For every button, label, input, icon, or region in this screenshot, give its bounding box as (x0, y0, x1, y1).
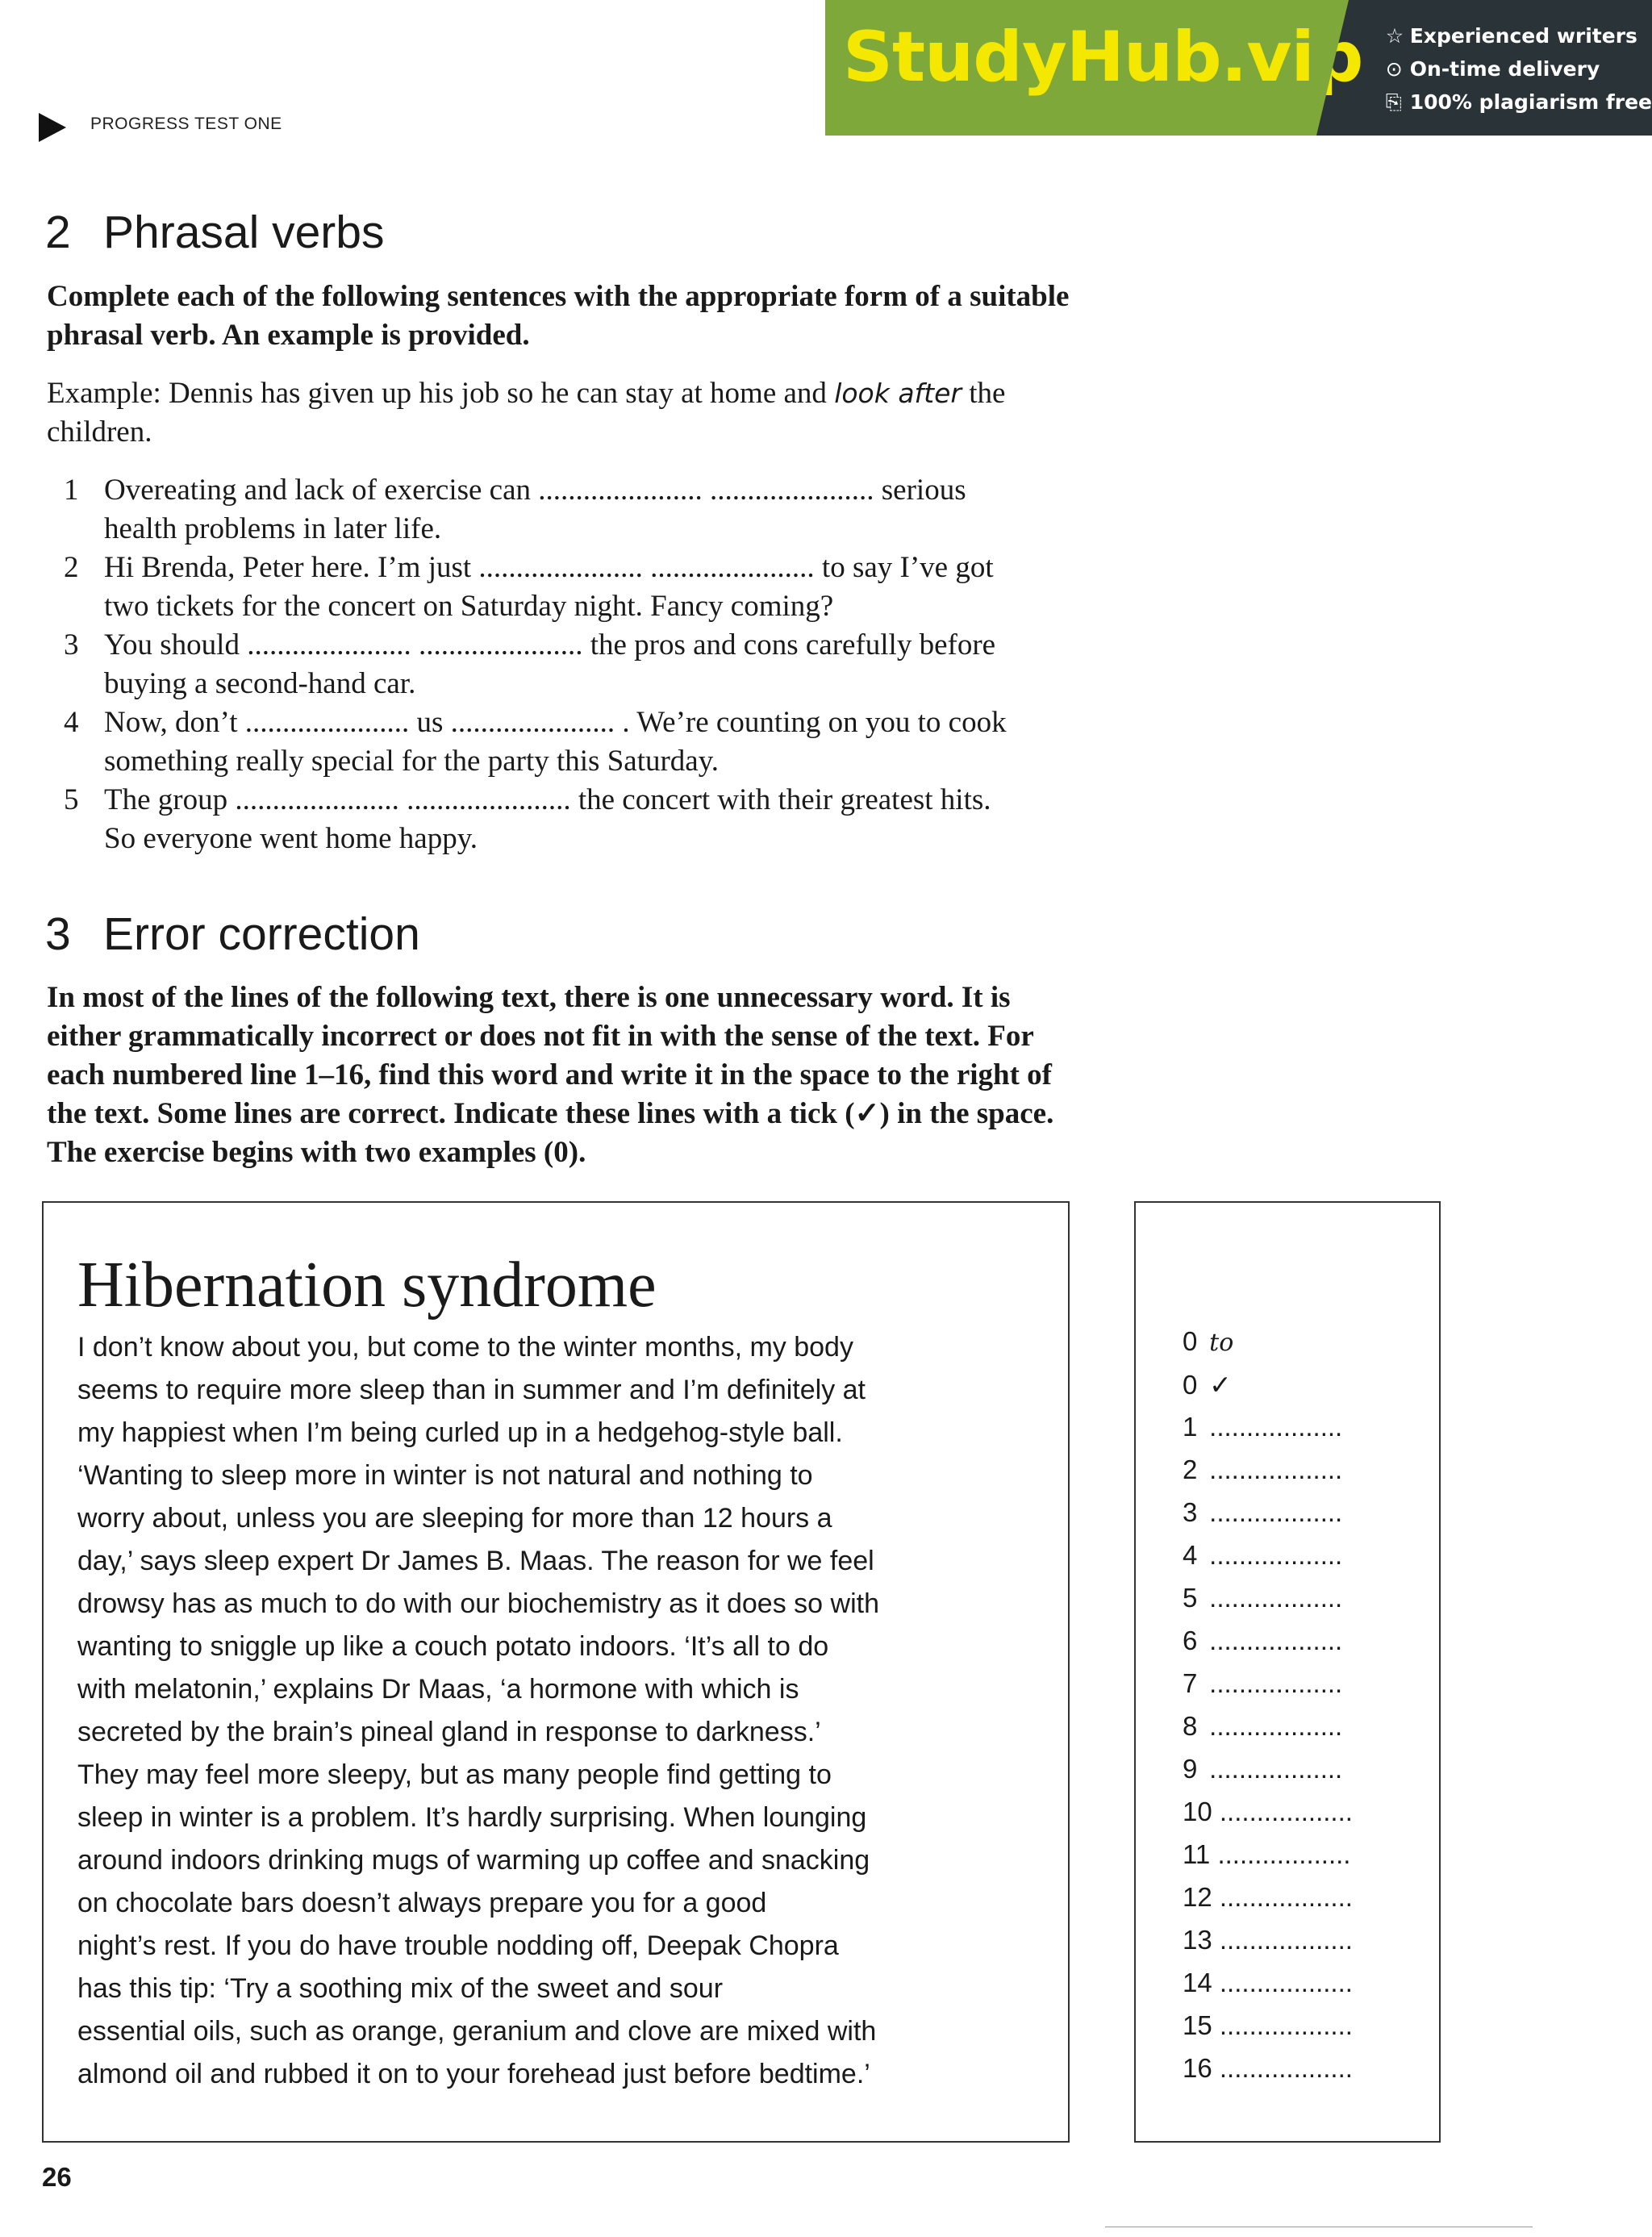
clock-icon: ⊙ (1385, 57, 1403, 81)
text-line: secreted by the brain’s pineal gland in response to darkness.’ (77, 1717, 821, 1747)
answer-line-9[interactable]: 9 .................. (1183, 1754, 1343, 1784)
text-line: almond oil and rubbed it on to your forehead just before bedtime.’ (77, 2059, 870, 2089)
answer-line-2[interactable]: 2 .................. (1183, 1454, 1343, 1484)
header-label: PROGRESS TEST ONE (90, 115, 282, 133)
answer-line-16[interactable]: 16 .................. (1183, 2053, 1353, 2083)
answer-line-14[interactable]: 14 .................. (1183, 1968, 1353, 1997)
banner-logo-area (825, 0, 1363, 136)
section-2-title: 2 Phrasal verbs (45, 207, 385, 258)
example-answer: look after (834, 378, 962, 409)
star-icon: ☆ (1385, 24, 1404, 48)
phrasal-item-4: 4 Now, don’t ...................... us ...................... . We’re counting on you to cook something really special for the party this Saturday. (64, 706, 1007, 778)
answer-line-10[interactable]: 10 .................. (1183, 1797, 1353, 1826)
text-line: day,’ says sleep expert Dr James B. Maas. The reason for we feel (77, 1546, 874, 1576)
answer-line-5[interactable]: 5 .................. (1183, 1583, 1343, 1613)
answer-line-12[interactable]: 12 .................. (1183, 1882, 1353, 1912)
answer-line-1[interactable]: 1 .................. (1183, 1412, 1343, 1442)
answer-line-15[interactable]: 15 .................. (1183, 2010, 1353, 2040)
answer-example-0b: 0 ✓ (1183, 1370, 1232, 1400)
answer-line-8[interactable]: 8 .................. (1183, 1711, 1343, 1741)
answer-line-6[interactable]: 6 .................. (1183, 1626, 1343, 1655)
text-line: sleep in winter is a problem. It’s hardly surprising. When lounging (77, 1802, 867, 1833)
phrasal-item-5: 5 The group ...................... ...................... the concert with their greatest hits. So everyone went home happy. (64, 783, 991, 855)
phrasal-item-3: 3 You should ...................... ...................... the pros and cons carefully before buying a second-hand car. (64, 628, 996, 700)
page-number: 26 (42, 2162, 72, 2192)
answer-line-11[interactable]: 11 .................. (1183, 1839, 1351, 1869)
tick-icon: ✓ (1209, 1370, 1232, 1400)
phrasal-item-2: 2 Hi Brenda, Peter here. I’m just ...................... ...................... to say I’ve got two tickets for the concert on Saturday night. Fancy coming? (64, 551, 994, 623)
answer-line-7[interactable]: 7 .................. (1183, 1668, 1343, 1698)
answer-line-13[interactable]: 13 .................. (1183, 1925, 1353, 1955)
banner-features (1316, 0, 1652, 136)
text-line: on chocolate bars doesn’t always prepare you for a good (77, 1888, 767, 1918)
text-line: wanting to sniggle up like a couch potato indoors. ‘It’s all to do (77, 1631, 829, 1662)
banner-feature-plagiarism: ⎘ 100% plagiarism free (1386, 86, 1652, 119)
studyhub-banner[interactable] (825, 0, 1652, 136)
text-line: ‘Wanting to sleep more in winter is not natural and nothing to (77, 1460, 813, 1491)
text-line: has this tip: ‘Try a soothing mix of the sweet and sour (77, 1973, 724, 2004)
text-line: with melatonin,’ explains Dr Maas, ‘a hormone with which is (77, 1674, 799, 1705)
banner-feature-delivery: ⊙ On-time delivery (1386, 52, 1652, 86)
section-2-example: Example: Dennis has given up his job so he can stay at home and look after the children. (47, 377, 1006, 449)
text-line: my happiest when I’m being curled up in a hedgehog-style ball. (77, 1417, 843, 1448)
text-line: essential oils, such as orange, geranium and clove are mixed with (77, 2016, 877, 2047)
answer-line-3[interactable]: 3 .................. (1183, 1497, 1343, 1527)
answer-example-0a: 0 to (1183, 1326, 1234, 1357)
banner-logo: StudyHub.vip (843, 17, 1363, 98)
text-line: They may feel more sleepy, but as many people find getting to (77, 1759, 832, 1790)
text-line: seems to require more sleep than in summer and I’m definitely at (77, 1375, 866, 1405)
answer-line-4[interactable]: 4 .................. (1183, 1540, 1343, 1570)
section-3-title: 3 Error correction (45, 908, 420, 960)
document-icon: ⎘ (1385, 90, 1402, 114)
text-line: night’s rest. If you do have trouble nodding off, Deepak Chopra (77, 1930, 839, 1961)
text-title: Hibernation syndrome (77, 1250, 657, 1321)
section-2-instructions: Complete each of the following sentences with the appropriate form of a suitable phrasal verb. An example is provided. (47, 280, 1070, 352)
text-line: worry about, unless you are sleeping for more than 12 hours a (77, 1503, 832, 1534)
text-line: around indoors drinking mugs of warming up coffee and snacking (77, 1845, 870, 1876)
text-line: drowsy has as much to do with our biochemistry as it does so with (77, 1588, 879, 1619)
section-3-instructions: In most of the lines of the following text, there is one unnecessary word. It is either grammatically incorrect or does not fit in with the sense of the text. For each numbered line 1–16, find this word and write it in the space to the right of the text. Some lines are correct. Indicate these lines with a tick (✓) in the space. The exercise begins with two examples (0). (47, 981, 1054, 1169)
phrasal-item-1: 1 Overeating and lack of exercise can ...................... ...................... serious health problems in later life. (64, 474, 966, 545)
header-arrow-icon (39, 113, 66, 142)
banner-feature-writers: ☆ Experienced writers (1386, 19, 1652, 52)
text-line: I don’t know about you, but come to the winter months, my body (77, 1332, 853, 1363)
